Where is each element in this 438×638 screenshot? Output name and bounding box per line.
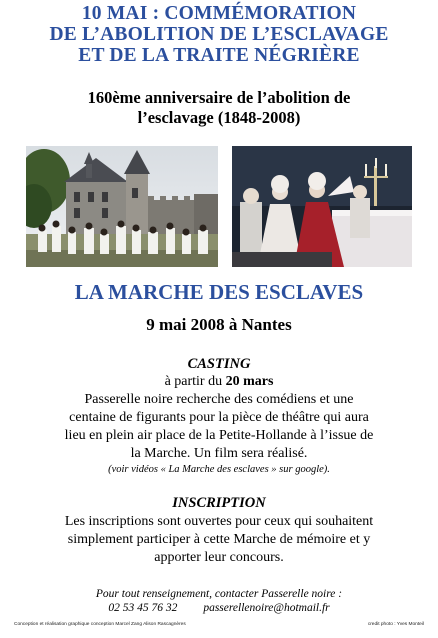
photo-credit: credit photo : Yves Monteil (367, 622, 424, 627)
main-title-line-1: 10 MAI : COMMÉMORATION (81, 3, 357, 24)
main-title (0, 3, 438, 66)
casting-line-1: Passerelle noire recherche des comédiens et une (84, 392, 354, 407)
casting-heading: CASTING (187, 356, 251, 372)
casting-line-2: centaine de figurants pour la pièce de théâtre qui aura (69, 410, 369, 425)
subtitle-line-1: 160ème anniversaire de l’abolition de (87, 88, 351, 107)
inscription-line-3: apporter leur concours. (154, 550, 284, 565)
casting-from-prefix: à partir du (164, 374, 226, 389)
contact-intro: Pour tout renseignement, contacter Passerelle noire : (95, 588, 343, 600)
contact-email[interactable]: passerellenoire@hotmail.fr (203, 602, 330, 614)
video-note: (voir vidéos « La Marche des esclaves » sur google). (108, 464, 330, 475)
contact-phone: 02 53 45 76 32 (108, 602, 178, 614)
casting-line-3: lieu en plein air place de la Petite-Hollande à l’issue de (64, 428, 374, 443)
casting-line-4: la Marche. Un film sera réalisé. (130, 446, 308, 461)
main-title-line-3: ET DE LA TRAITE NÉGRIÈRE (78, 45, 360, 66)
stage-actors-photo (232, 146, 412, 267)
casting-from-line (0, 373, 438, 391)
main-title-line-2: DE L’ABOLITION DE L’ESCLAVAGE (49, 24, 389, 45)
inscription-line-2: simplement participer à cette Marche de mémoire et y (67, 532, 371, 547)
design-credit: Conception et réalisation graphique conception Marcel Zang Alison Rascagnères (14, 622, 186, 627)
anniversary-subtitle (0, 88, 438, 128)
inscription-body (0, 513, 438, 567)
event-title: LA MARCHE DES ESCLAVES (74, 280, 364, 304)
event-date-place: 9 mai 2008 à Nantes (146, 315, 292, 334)
subtitle-line-2: l’esclavage (1848-2008) (137, 108, 301, 127)
inscription-line-1: Les inscriptions sont ouvertes pour ceux qui souhaitent (64, 514, 374, 529)
contact-details (0, 601, 438, 616)
inscription-heading: INSCRIPTION (172, 495, 266, 511)
castle-procession-photo (26, 146, 218, 267)
casting-body (0, 373, 438, 463)
casting-from-date: 20 mars (225, 374, 274, 389)
